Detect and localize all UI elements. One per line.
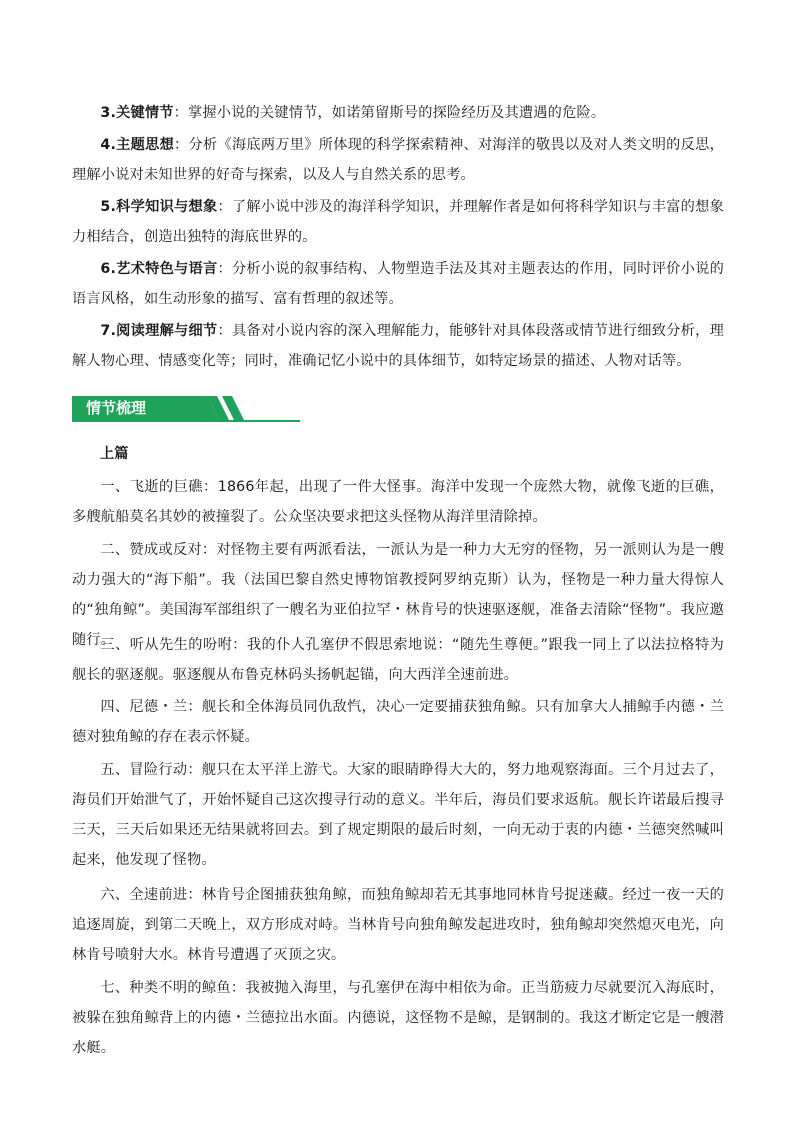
objective-lead: 6.艺术特色与语言 (100, 261, 218, 277)
objective-item (72, 98, 724, 128)
objective-lead: 5.科学知识与想象 (100, 199, 218, 215)
objective-text: ：具备对小说内容的深入理解能力，能够针对具体段落或情节进行细致分析，理解人物心理、情感变化等；同时，准确记忆小说中的具体细节，如特定场景的描述、人物对话等。 (72, 323, 724, 369)
objective-item (72, 254, 724, 314)
objective-text: ：掌握小说的关键情节，如诺第留斯号的探险经历及其遭遇的危险。 (173, 105, 606, 121)
section-stripes-icon (72, 396, 302, 422)
plot-paragraph: 三、听从先生的吩咐：我的仆人孔塞伊不假思索地说：“随先生尊便。”跟我一同上了以法拉格特为舰长的驱逐舰。驱逐舰从布鲁克林码头扬帆起锚，向大西洋全速前进。 (72, 637, 724, 683)
objective-text: ：分析《海底两万里》所体现的科学探索精神、对海洋的敬畏以及对人类文明的反思，理解小说对未知世界的好奇与探索，以及人与自然关系的思考。 (72, 137, 724, 183)
plot-paragraph: 六、全速前进：林肯号企图捕获独角鲸，而独角鲸却若无其事地同林肯号捉迷藏。经过一夜一天的追逐周旋，到第二天晚上，双方形成对峙。当林肯号向独角鲸发起进攻时，独角鲸却突然熄灭电光，向林肯号喷射大水。林肯号遭遇了灭顶之灾。 (72, 887, 724, 963)
objective-item (72, 130, 724, 190)
part-title: 上篇 (100, 446, 129, 462)
section-header (72, 396, 302, 426)
objective-lead: 4.主题思想 (100, 137, 175, 153)
objective-text: ：了解小说中涉及的海洋科学知识，并理解作者是如何将科学知识与丰富的想象力相结合，创造出独特的海底世界的。 (72, 199, 724, 245)
objective-item (72, 192, 724, 252)
objective-lead: 3.关键情节 (100, 105, 174, 121)
plot-paragraph: 七、种类不明的鲸鱼：我被抛入海里，与孔塞伊在海中相依为命。正当筋疲力尽就要沉入海底时，被躲在独角鲸背上的内德・兰德拉出水面。内德说，这怪物不是鲸，是钢制的。我这才断定它是一艘潜水艇。 (72, 980, 724, 1056)
plot-paragraph: 五、冒险行动：舰只在太平洋上游弋。大家的眼睛睁得大大的，努力地观察海面。三个月过去了，海员们开始泄气了，开始怀疑自己这次搜寻行动的意义。半年后，海员们要求返航。舰长许诺最后搜寻三天，三天后如果还无结果就将回去。到了规定期限的最后时刻，一向无动于衷的内德・兰德突然喊叫起来，他发现了怪物。 (72, 762, 724, 868)
plot-paragraph: 四、尼德・兰：舰长和全体海员同仇敌忾，决心一定要捕获独角鲸。只有加拿大人捕鲸手内德・兰德对独角鲸的存在表示怀疑。 (72, 699, 724, 745)
objective-lead: 7.阅读理解与细节 (100, 323, 218, 339)
section-title: 情节梳理 (72, 396, 207, 420)
plot-paragraph: 一、飞逝的巨礁：1866年起，出现了一件大怪事。海洋中发现一个庞然大物，就像飞逝的巨礁，多艘航船莫名其妙的被撞裂了。公众坚决要求把这头怪物从海洋里清除掉。 (72, 479, 724, 525)
objective-text: ：分析小说的叙事结构、人物塑造手法及其对主题表达的作用，同时评价小说的语言风格，如生动形象的描写、富有哲理的叙述等。 (72, 261, 724, 307)
section-underline (72, 420, 300, 422)
plot-paragraph: 二、赞成或反对：对怪物主要有两派看法，一派认为是一种力大无穷的怪物，另一派则认为是一艘动力强大的“海下船”。我（法国巴黎自然史博物馆教授阿罗纳克斯）认为，怪物是一种力量大得惊人的“独角鲸”。美国海军部组织了一艘名为亚伯拉罕・林肯号的快速驱逐舰，准备去清除“怪物”。我应邀随行。 (72, 542, 724, 648)
objective-item (72, 316, 724, 376)
